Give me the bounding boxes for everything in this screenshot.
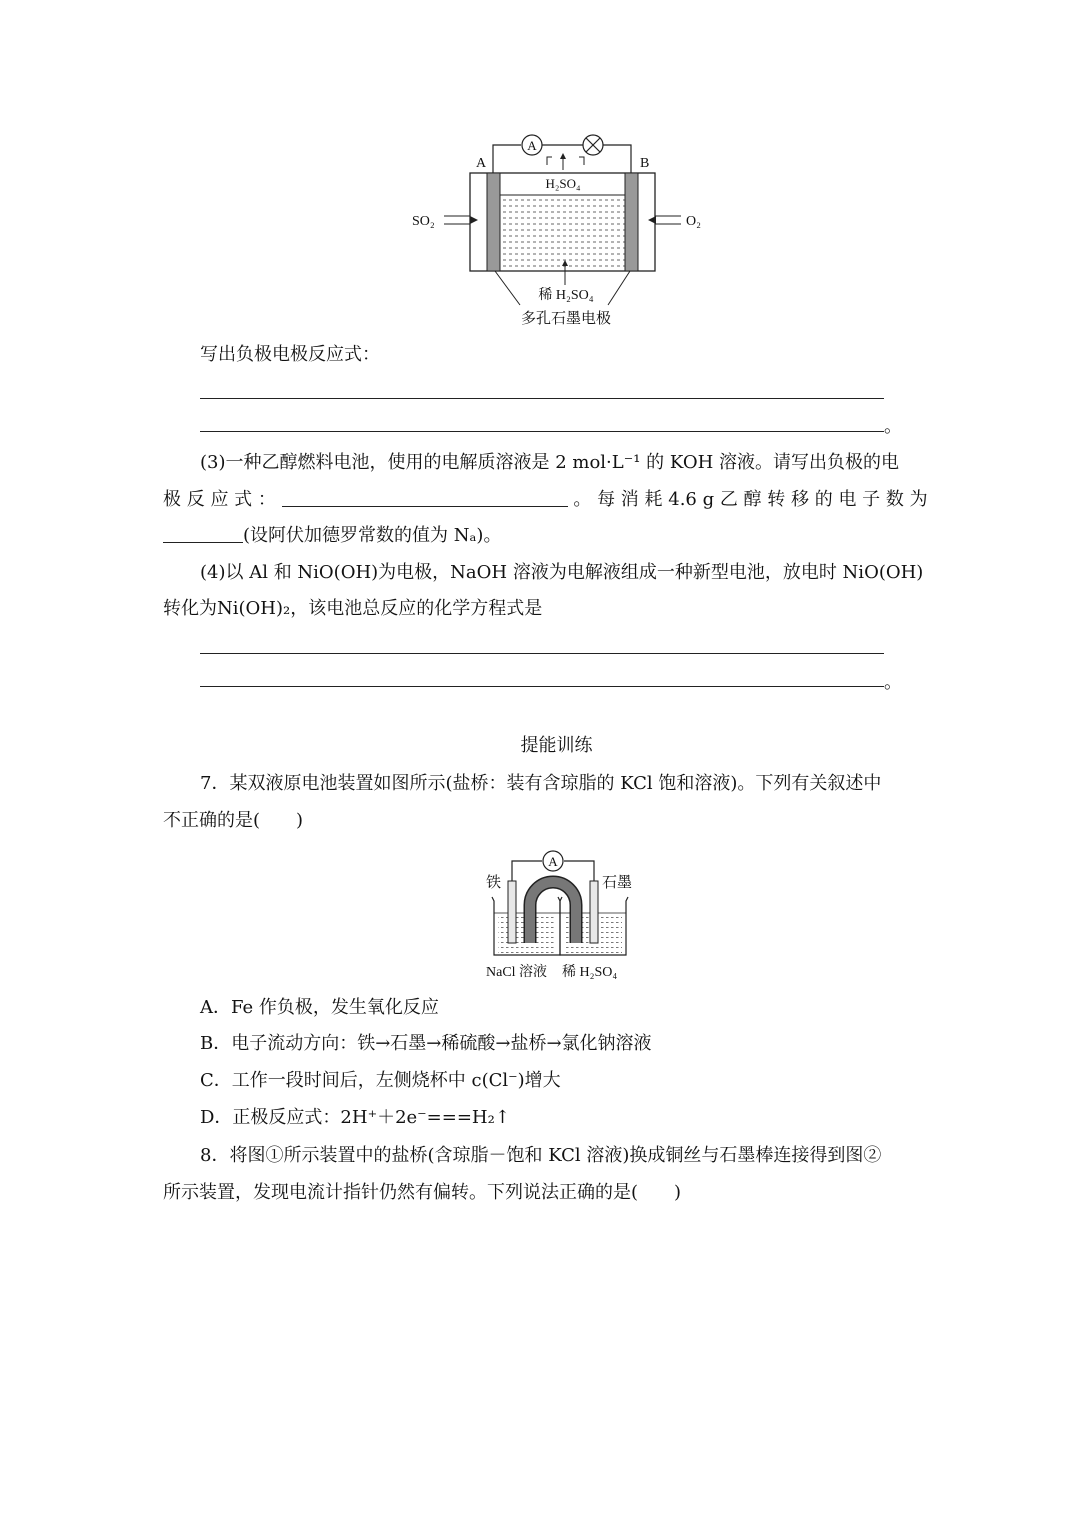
- q3-line3: [163, 523, 501, 549]
- option-b[interactable]: B．电子流动方向：铁→石墨→稀硫酸→盐桥→氯化钠溶液: [200, 1033, 652, 1054]
- q8-line2: 所示装置，发现电流计指针仍然有偏转。下列说法正确的是( ): [163, 1182, 682, 1203]
- q4-line1: (4)以 Al 和 NiO(OH)为电极，NaOH 溶液为电解液组成一种新型电池，放电时 NiO(OH): [200, 562, 924, 583]
- electrode-caption: 多孔石墨电极: [520, 311, 612, 327]
- answer-line[interactable]: [200, 686, 884, 687]
- answer-blank[interactable]: [282, 488, 568, 507]
- ammeter-label: A: [527, 138, 537, 153]
- bottom-electrolyte-label: 稀 H₂SO₄: [538, 288, 594, 303]
- q3-line3-text: (设阿伏加德罗常数的值为 Nₐ)。: [243, 525, 502, 546]
- q4-line2: 转化为Ni(OH)₂，该电池总反应的化学方程式是: [163, 598, 543, 619]
- right-electrode: [625, 173, 638, 271]
- q4-end-mark: 。: [884, 672, 902, 693]
- electrolyte-top-label: H₂SO₄: [545, 176, 581, 191]
- answer-blank[interactable]: [163, 524, 243, 543]
- right-gas-label: O₂: [686, 214, 701, 229]
- q3-line2-start: 极 反 应 式 ：: [163, 489, 276, 510]
- q2-end-mark: 。: [884, 416, 902, 437]
- q7-line2: 不正确的是( ): [163, 810, 304, 831]
- option-a[interactable]: A．Fe 作负极，发生氧化反应: [200, 997, 439, 1018]
- q3-line2-end: 。 每 消 耗 4.6 g 乙 醇 转 移 的 电 子 数 为: [573, 489, 928, 510]
- option-c[interactable]: C．工作一段时间后，左侧烧杯中 c(Cl⁻)增大: [200, 1070, 561, 1091]
- left-solution-label: NaCl 溶液: [486, 965, 548, 980]
- answer-line[interactable]: [200, 398, 884, 399]
- iron-electrode: [508, 881, 516, 943]
- section-title: 提能训练: [520, 735, 593, 756]
- option-d[interactable]: D．正极反应式：2H⁺＋2e⁻===H₂↑: [200, 1107, 510, 1128]
- left-electrode: [487, 173, 500, 271]
- graphite-electrode: [590, 881, 598, 943]
- answer-line[interactable]: [200, 431, 884, 432]
- electrode-b-label: B: [640, 156, 650, 171]
- salt-bridge-cell-diagram: [480, 845, 640, 985]
- q7-line1: 7．某双液原电池装置如图所示(盐桥：装有含琼脂的 KCl 饱和溶液)。下列有关叙述中: [200, 773, 882, 794]
- ammeter-label: A: [548, 854, 558, 869]
- fuel-cell-diagram: [400, 125, 720, 335]
- q8-line1: 8．将图①所示装置中的盐桥(含琼脂－饱和 KCl 溶液)换成铜丝与石墨棒连接得到图②: [200, 1145, 882, 1166]
- electrode-a-label: A: [476, 156, 487, 171]
- answer-line[interactable]: [200, 653, 884, 654]
- iron-label: 铁: [486, 875, 502, 891]
- left-gas-label: SO₂: [412, 214, 435, 229]
- q3-line2: [163, 487, 928, 513]
- q3-line1: (3)一种乙醇燃料电池，使用的电解质溶液是 2 mol·L⁻¹ 的 KOH 溶液。请写出负极的电: [200, 452, 900, 473]
- right-solution-label: 稀 H₂SO₄: [562, 965, 618, 980]
- q2-prompt: 写出负极电极反应式：: [200, 344, 380, 365]
- graphite-label: 石墨: [602, 875, 633, 891]
